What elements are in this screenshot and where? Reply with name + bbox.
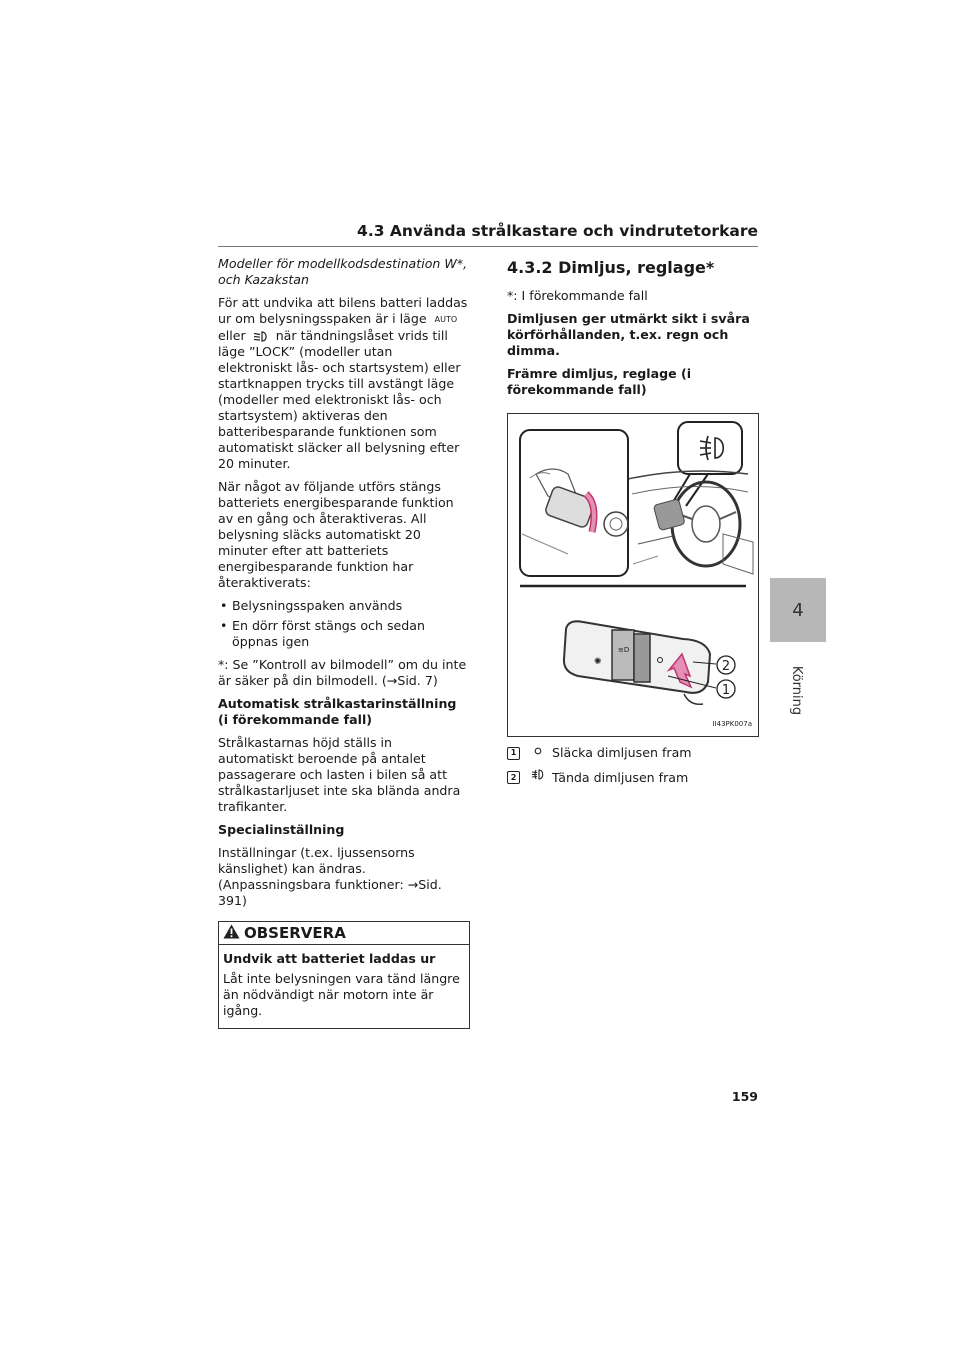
auto-leveling-heading: Automatisk strålkastarinställning (i förekommande fall): [218, 695, 457, 727]
energy-saving-paragraph: När något av följande utförs stängs batteriets energibesparande funktion av en gång och återaktiveras. All belysning släcks automatiskt 20 minuter efter att batteriets energibesparande funktion har återaktiverats:: [218, 478, 454, 590]
section-title: 4.3.2 Dimljus, reglage*: [507, 258, 715, 277]
svg-text:✺: ✺: [594, 657, 602, 667]
left-column: [218, 256, 470, 1029]
intro-paragraph: Dimljusen ger utmärkt sikt i svåra körförhållanden, t.ex. regn och dimma.: [507, 311, 750, 358]
legend-text: Släcka dimljusen fram: [552, 745, 692, 760]
chapter-label: Körning: [789, 665, 805, 715]
warning-icon: [223, 924, 244, 942]
svg-text:≡D: ≡D: [618, 646, 630, 654]
auto-leveling-paragraph: Strålkastarnas höjd ställs in automatiskt beroende på antalet passagerare och lasten i bilen så att strålkastarljuset inte ska blända andra trafikanter.: [218, 734, 461, 814]
page-header: 4.3 Använda strålkastare och vindrutetorkare: [357, 222, 758, 240]
list-item: • En dörr först stängs och sedan öppnas igen: [218, 618, 470, 650]
fog-light-switch-figure: [507, 413, 759, 737]
legend-number: 2: [507, 771, 520, 784]
figure-code: II43PK007a: [712, 720, 752, 728]
caution-box: [218, 921, 470, 1029]
model-footnote: *: Se ”Kontroll av bilmodell” om du inte är säker på din bilmodell. (→Sid. 7): [218, 656, 467, 688]
caution-header: [219, 922, 469, 945]
availability-note: *: I förekommande fall: [507, 288, 648, 303]
legend-item: [507, 769, 759, 786]
header-divider: [218, 246, 758, 247]
battery-saver-paragraph: För att undvika att bilens batteri laddas ur om belysningsspaken är i läge AUTO eller när tändningslåset vrids till läge ”LOCK” (modeller utan elektroniskt lås- och startsystem) eller startknappen trycks till avstängt läge (modeller med elektroniskt lås- och startsystem) aktiveras den batteribesparande funktionen som automatiskt släcker all belysning efter 20 minuter.: [218, 295, 468, 471]
caution-subtitle: Undvik att batteriet laddas ur: [223, 950, 436, 966]
legend-item: [507, 745, 759, 761]
caution-title: OBSERVERA: [244, 923, 346, 942]
legend-number: 1: [507, 747, 520, 760]
models-note: Modeller för modellkodsdestination W*, och Kazakstan: [218, 256, 468, 287]
list-item: • Belysningsspaken används: [218, 598, 470, 614]
special-setting-paragraph: Inställningar (t.ex. ljussensorns känslighet) kan ändras. (Anpassningsbara funktioner: →Sid. 391): [218, 844, 442, 908]
callout-2-label: 2: [721, 659, 731, 674]
callout-1-label: 1: [721, 683, 731, 698]
special-setting-heading: Specialinställning: [218, 821, 345, 837]
front-fog-heading: Främre dimljus, reglage (i förekommande fall): [507, 366, 692, 397]
condition-list: [218, 598, 470, 650]
page-number: 159: [731, 1089, 758, 1104]
legend-text: Tända dimljusen fram: [552, 769, 689, 785]
right-column: [507, 256, 759, 794]
fog-light-icon: [530, 769, 546, 786]
chapter-tab[interactable]: [770, 578, 826, 642]
low-beam-icon: [250, 328, 276, 343]
off-ring-icon: [530, 745, 546, 761]
caution-text: Låt inte belysningen vara tänd längre än nödvändigt när motorn inte är igång.: [223, 970, 460, 1018]
chapter-number: 4: [792, 599, 804, 621]
auto-icon: AUTO: [434, 314, 458, 324]
switch-illustration: [508, 414, 758, 736]
